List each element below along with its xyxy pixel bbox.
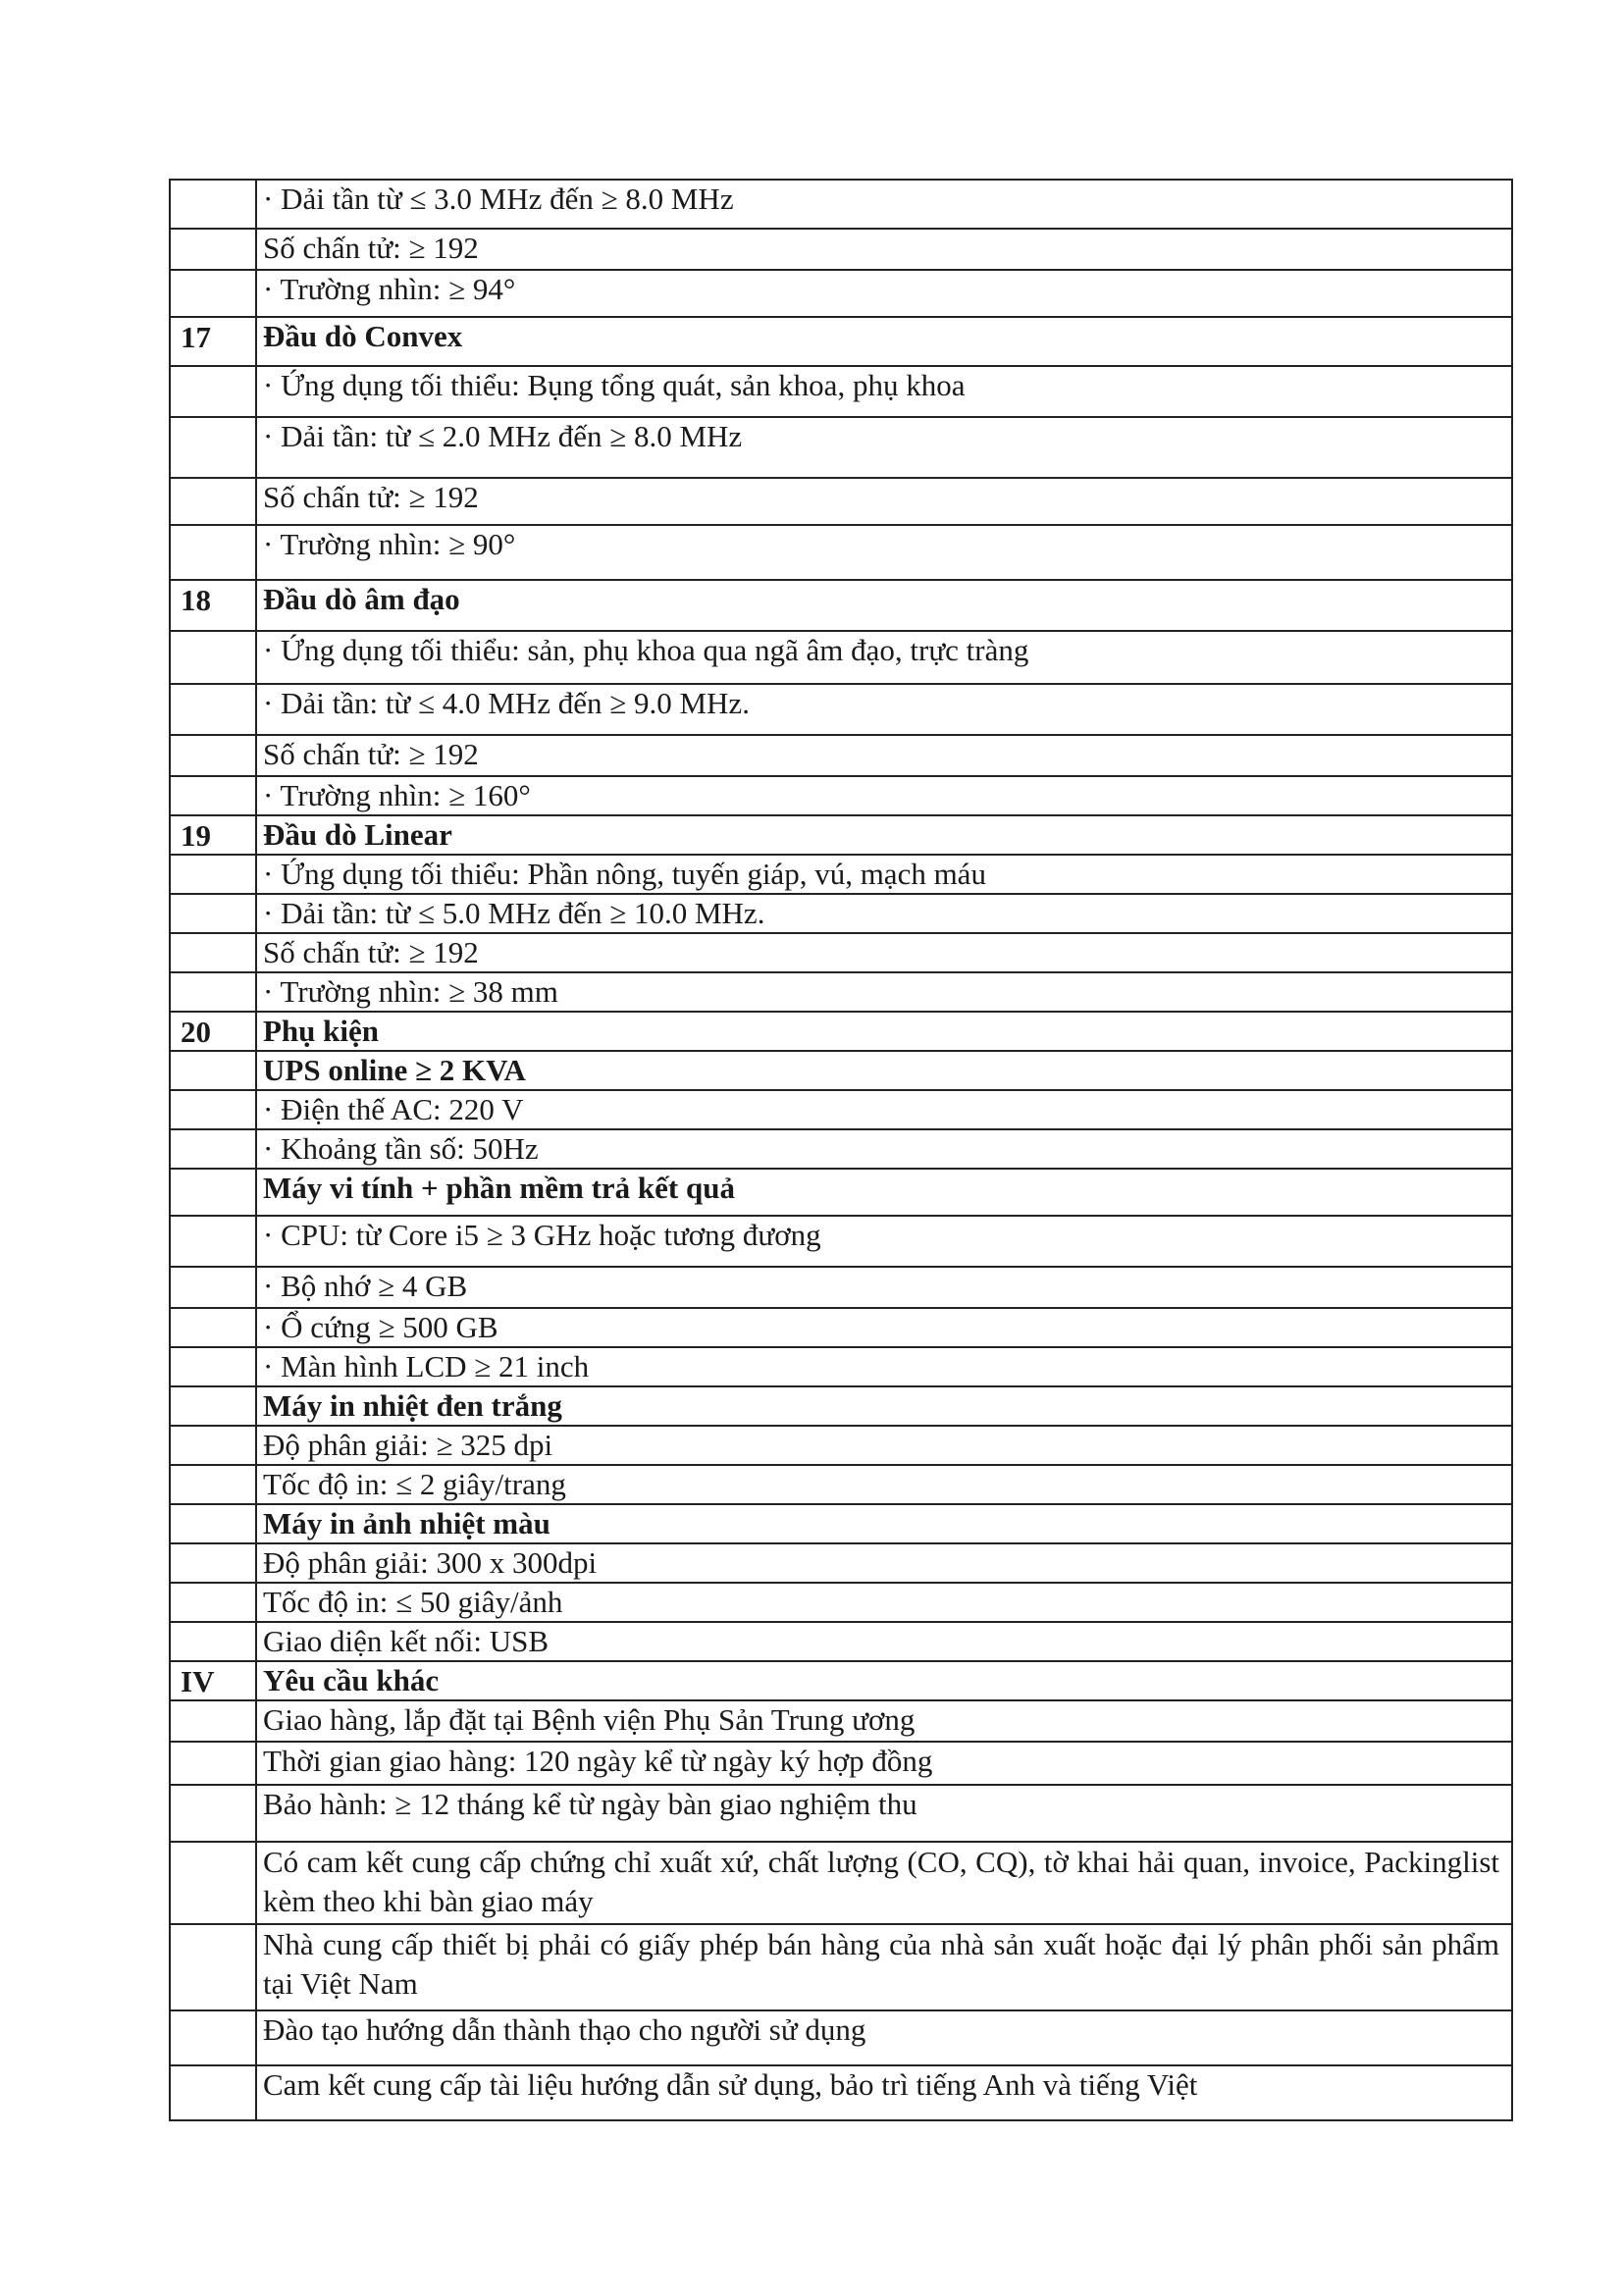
row-number (171, 1427, 257, 1464)
table-row (169, 1170, 1513, 1217)
row-text: · Trường nhìn: ≥ 160° (263, 778, 531, 812)
table-row (169, 1013, 1513, 1052)
table-row (169, 1387, 1513, 1427)
row-text: Đầu dò âm đạo (263, 582, 460, 616)
row-number: 18 (171, 581, 257, 630)
row-text: · Ứng dụng tối thiểu: Phần nông, tuyến giáp, vú, mạch máu (263, 857, 986, 891)
table-row (169, 1466, 1513, 1505)
row-number (171, 895, 257, 932)
table-row (169, 934, 1513, 973)
table-row (169, 1309, 1513, 1348)
row-text: Số chấn tử: ≥ 192 (263, 737, 479, 771)
row-text: · Dải tần: từ ≤ 5.0 MHz đến ≥ 10.0 MHz. (263, 896, 765, 930)
row-text: · Trường nhìn: ≥ 90° (263, 527, 516, 561)
row-text: Số chấn tử: ≥ 192 (263, 480, 479, 514)
row-number (171, 1217, 257, 1266)
row-text: Số chấn tử: ≥ 192 (263, 935, 479, 969)
table-row (169, 816, 1513, 856)
table-row (169, 179, 1513, 230)
row-text: Tốc độ in: ≤ 2 giây/trang (263, 1467, 566, 1501)
row-number (171, 526, 257, 579)
table-row (169, 1505, 1513, 1544)
row-number (171, 1268, 257, 1307)
row-number (171, 973, 257, 1011)
table-row (169, 2011, 1513, 2066)
row-number (171, 1925, 257, 2009)
row-text: · Dải tần: từ ≤ 4.0 MHz đến ≥ 9.0 MHz. (263, 686, 750, 720)
row-number (171, 367, 257, 416)
row-text: Cam kết cung cấp tài liệu hướng dẫn sử dụng, bảo trì tiếng Anh và tiếng Việt (263, 2067, 1198, 2102)
row-number (171, 1701, 257, 1741)
row-text: · Ổ cứng ≥ 500 GB (263, 1310, 498, 1344)
table-row (169, 1925, 1513, 2011)
row-number (171, 777, 257, 814)
row-number (171, 2011, 257, 2064)
table-row (169, 1427, 1513, 1466)
row-number (171, 1052, 257, 1089)
row-number (171, 1130, 257, 1168)
row-text: Nhà cung cấp thiết bị phải có giấy phép bán hàng của nhà sản xuất hoặc đại lý phân phối sản phẩm tại Việt Nam (263, 1927, 1499, 2001)
row-text: · Trường nhìn: ≥ 38 mm (263, 974, 558, 1009)
row-text: Bảo hành: ≥ 12 tháng kể từ ngày bàn giao nghiệm thu (263, 1787, 917, 1821)
row-text: Đào tạo hướng dẫn thành thạo cho người sử dụng (263, 2012, 866, 2047)
row-number (171, 1309, 257, 1346)
row-text: Thời gian giao hàng: 120 ngày kể từ ngày ký hợp đồng (263, 1744, 933, 1778)
row-number (171, 1170, 257, 1215)
row-number (171, 181, 257, 228)
table-row (169, 581, 1513, 632)
row-number (171, 685, 257, 734)
table-row (169, 1091, 1513, 1130)
row-number (171, 1091, 257, 1128)
table-row (169, 230, 1513, 271)
row-number: 20 (171, 1013, 257, 1050)
row-number (171, 632, 257, 683)
table-row (169, 777, 1513, 816)
table-row (169, 1623, 1513, 1662)
row-text: · Trường nhìn: ≥ 94° (263, 272, 516, 306)
row-number (171, 1544, 257, 1582)
table-row (169, 736, 1513, 777)
table-row (169, 856, 1513, 895)
row-text: Máy in nhiệt đen trắng (263, 1388, 562, 1423)
table-row (169, 479, 1513, 526)
row-text: UPS online ≥ 2 KVA (263, 1053, 526, 1087)
row-number (171, 271, 257, 316)
row-number (171, 2066, 257, 2119)
table-row (169, 1662, 1513, 1701)
row-number (171, 479, 257, 524)
table-row (169, 1348, 1513, 1387)
row-number (171, 856, 257, 893)
row-text: Đầu dò Convex (263, 319, 463, 353)
row-number (171, 736, 257, 775)
table-row (169, 2066, 1513, 2121)
row-text: Độ phân giải: ≥ 325 dpi (263, 1428, 553, 1462)
row-text: Có cam kết cung cấp chứng chỉ xuất xứ, chất lượng (CO, CQ), tờ khai hải quan, invoice, Packinglist kèm theo khi bàn giao máy (263, 1845, 1499, 1918)
row-number (171, 1387, 257, 1425)
row-text: Máy in ảnh nhiệt màu (263, 1506, 550, 1540)
table-row (169, 367, 1513, 418)
row-text: · Dải tần từ ≤ 3.0 MHz đến ≥ 8.0 MHz (263, 182, 734, 216)
specification-table (169, 179, 1513, 2121)
table-row (169, 1268, 1513, 1309)
row-number (171, 1786, 257, 1841)
row-text: Số chấn tử: ≥ 192 (263, 231, 479, 265)
table-row (169, 973, 1513, 1013)
row-number (171, 418, 257, 477)
row-text: Đầu dò Linear (263, 817, 452, 852)
row-number (171, 230, 257, 269)
table-row (169, 1843, 1513, 1925)
table-row (169, 271, 1513, 318)
row-text: · Điện thế AC: 220 V (263, 1092, 524, 1126)
row-text: Máy vi tính + phần mềm trả kết quả (263, 1171, 735, 1205)
row-number (171, 1466, 257, 1503)
table-row (169, 318, 1513, 367)
table-row (169, 526, 1513, 581)
row-text: · Dải tần: từ ≤ 2.0 MHz đến ≥ 8.0 MHz (263, 419, 743, 453)
row-text: Tốc độ in: ≤ 50 giây/ảnh (263, 1585, 563, 1619)
row-number (171, 1584, 257, 1621)
row-text: · Bộ nhớ ≥ 4 GB (263, 1269, 468, 1303)
row-number (171, 1348, 257, 1385)
table-row (169, 1743, 1513, 1786)
row-number (171, 1843, 257, 1923)
row-number (171, 934, 257, 971)
table-row (169, 1544, 1513, 1584)
row-number (171, 1505, 257, 1542)
row-text: Giao hàng, lắp đặt tại Bệnh viện Phụ Sản Trung ương (263, 1702, 916, 1737)
row-number (171, 1743, 257, 1784)
table-row (169, 1584, 1513, 1623)
row-text: Giao diện kết nối: USB (263, 1624, 550, 1658)
table-row (169, 1130, 1513, 1170)
row-text: Yêu cầu khác (263, 1663, 440, 1697)
table-row (169, 685, 1513, 736)
row-text: · Khoảng tần số: 50Hz (263, 1131, 539, 1166)
table-row (169, 895, 1513, 934)
row-number: 19 (171, 816, 257, 854)
row-number (171, 1623, 257, 1660)
table-row (169, 1786, 1513, 1843)
row-number: 17 (171, 318, 257, 365)
row-number: IV (171, 1662, 257, 1699)
row-text: · Màn hình LCD ≥ 21 inch (263, 1349, 590, 1383)
table-row (169, 1217, 1513, 1268)
row-text: · CPU: từ Core i5 ≥ 3 GHz hoặc tương đương (263, 1218, 821, 1252)
table-row (169, 1052, 1513, 1091)
row-text: Phụ kiện (263, 1014, 380, 1048)
table-row (169, 418, 1513, 479)
table-row (169, 632, 1513, 685)
row-text: Độ phân giải: 300 x 300dpi (263, 1545, 598, 1580)
row-text: · Ứng dụng tối thiểu: Bụng tổng quát, sản khoa, phụ khoa (263, 368, 966, 402)
row-text: · Ứng dụng tối thiểu: sản, phụ khoa qua ngã âm đạo, trực tràng (263, 633, 1029, 667)
table-row (169, 1701, 1513, 1743)
